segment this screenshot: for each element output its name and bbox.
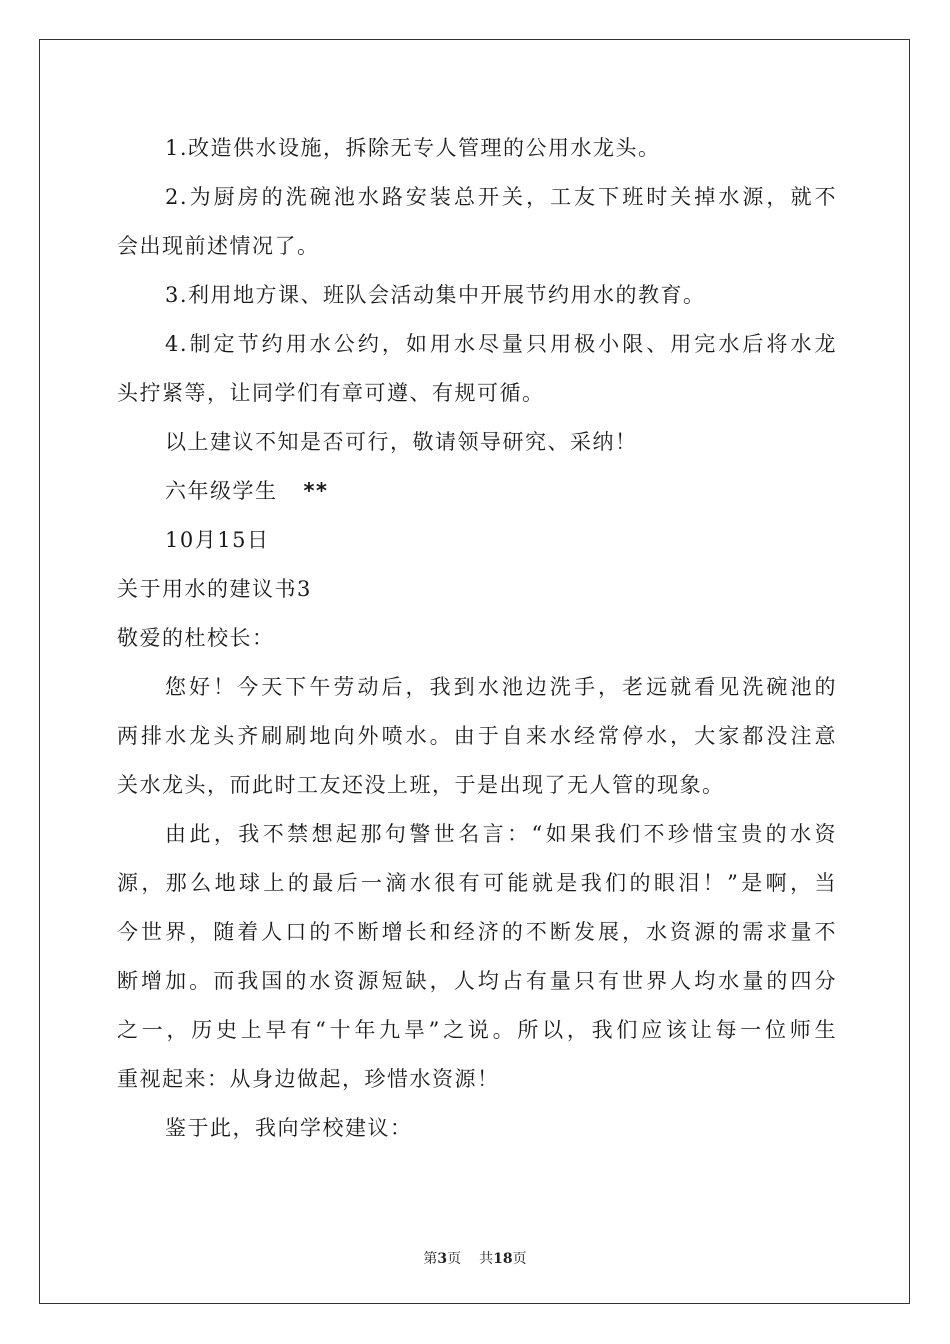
signature-mark: ** [303,479,329,503]
paragraph-line: 1.改造供水设施，拆除无专人管理的公用水龙头。 [165,136,661,160]
paragraph-line: 鉴于此，我向学校建议： [165,1116,413,1140]
paragraph-line: 重视起来：从身边做起，珍惜水资源！ [117,1067,500,1091]
footer-page-current: 3 [437,1251,448,1267]
paragraph-line: 以上建议不知是否可行，敬请领导研究、采纳！ [165,430,638,454]
paragraph-line: 3.利用地方课、班队会活动集中开展节约用水的教育。 [165,283,706,307]
signature-author: 六年级学生 [165,479,278,503]
paragraph-line: 4.制定节约用水公约，如用水尽量只用极小限、用完水后将水龙 [165,332,837,356]
section-title: 关于用水的建议书3 [117,577,312,601]
paragraph-line: 之一，历史上早有“十年九旱”之说。所以，我们应该让每一位师生 [117,1018,837,1042]
footer-page-total: 18 [493,1251,513,1267]
signature-date: 10月15日 [165,528,270,552]
signature-line [117,467,837,516]
paragraph-line: 断增加。而我国的水资源短缺，人均占有量只有世界人均水量的四分 [117,969,837,993]
paragraph-line: 您好！今天下午劳动后，我到水池边洗手，老远就看见洗碗池的 [165,675,837,699]
footer-total-suffix: 页 [512,1251,527,1267]
paragraph-line: 源，那么地球上的最后一滴水很有可能就是我们的眼泪！”是啊，当 [117,871,837,895]
paragraph-line: 头拧紧等，让同学们有章可遵、有规可循。 [117,381,545,405]
paragraph-line: 今世界，随着人口的不断增长和经济的不断发展，水资源的需求量不 [117,920,837,944]
document-body [117,124,837,1153]
paragraph-line: 会出现前述情况了。 [117,234,320,258]
footer-page-prefix: 第 [423,1251,438,1267]
page-footer [0,1248,950,1268]
paragraph-line: 两排水龙头齐刷刷地向外喷水。由于自来水经常停水，大家都没注意 [117,724,837,748]
paragraph-line: 由此，我不禁想起那句警世名言：“如果我们不珍惜宝贵的水资 [165,822,837,846]
salutation: 敬爱的杜校长： [117,626,275,650]
paragraph-line: 2.为厨房的洗碗池水路安装总开关，工友下班时关掉水源，就不 [165,185,837,209]
footer-page-suffix: 页 [447,1251,462,1267]
footer-total-prefix: 共 [479,1251,494,1267]
paragraph-line: 关水龙头，而此时工友还没上班，于是出现了无人管的现象。 [117,773,725,797]
